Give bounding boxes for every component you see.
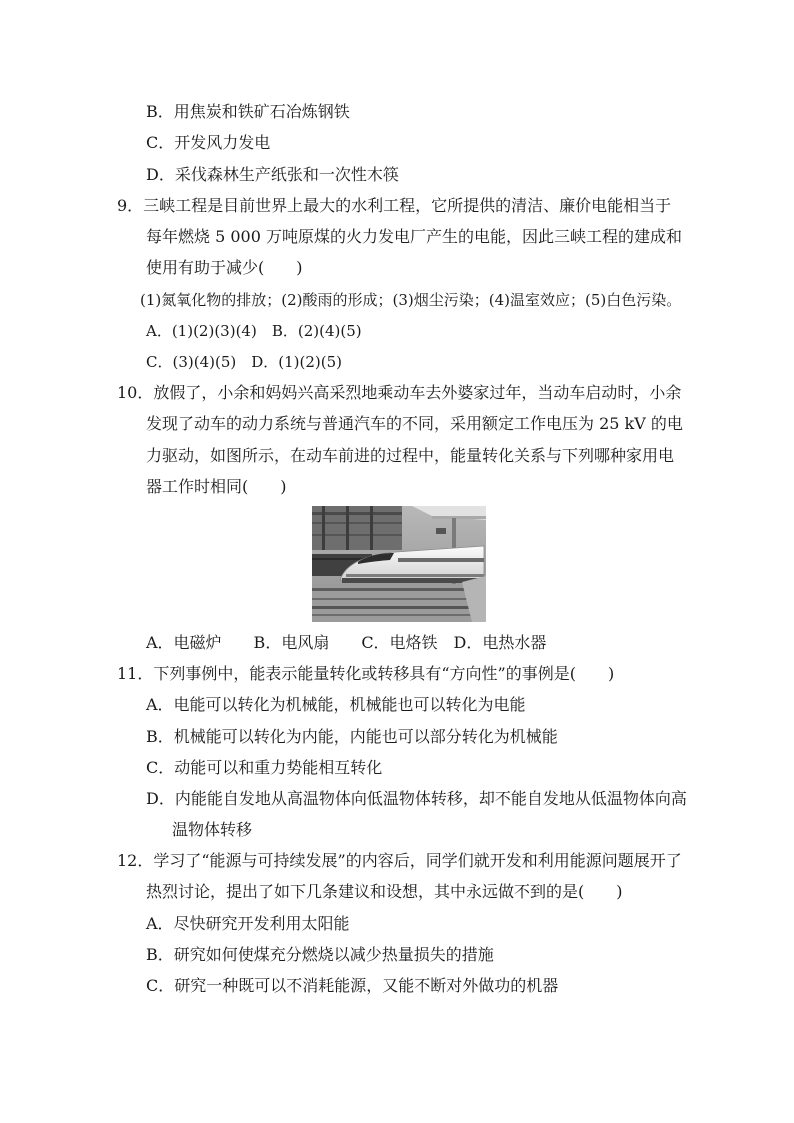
q11-option-d-line2: 温物体转移 xyxy=(172,820,253,839)
q11-option-c: C．动能可以和重力势能相互转化 xyxy=(146,758,383,777)
q11-stem: 11．下列事例中，能表示能量转化或转移具有“方向性”的事例是( ) xyxy=(117,664,615,683)
q12-stem-line2: 热烈讨论，提出了如下几条建议和设想，其中永远做不到的是( ) xyxy=(146,882,623,901)
q10-options: A．电磁炉 B．电风扇 C．电烙铁 D．电热水器 xyxy=(146,633,547,652)
q8-option-d: D．采伐森林生产纸张和一次性木筷 xyxy=(146,165,399,184)
q11-option-d-line1: D．内能能自发地从高温物体向低温物体转移，却不能自发地从低温物体向高 xyxy=(146,789,687,808)
high-speed-train-photo xyxy=(312,506,486,622)
train-illustration xyxy=(312,506,486,622)
q9-options-ab: A．(1)(2)(3)(4) B．(2)(4)(5) xyxy=(146,322,362,340)
q12-stem-line1: 12．学习了“能源与可持续发展”的内容后，同学们就开发和利用能源问题展开了 xyxy=(117,851,682,870)
q9-stem-line2: 每年燃烧 5 000 万吨原煤的火力发电厂产生的电能，因此三峡工程的建成和 xyxy=(146,227,682,246)
q8-option-c: C．开发风力发电 xyxy=(146,133,271,152)
q10-stem-line4: 器工作时相同( ) xyxy=(146,477,287,496)
q10-stem-line1: 10．放假了，小余和妈妈兴高采烈地乘动车去外婆家过年，当动车启动时，小余 xyxy=(117,383,682,402)
q12-option-c: C．研究一种既可以不消耗能源，又能不断对外做功的机器 xyxy=(146,976,559,995)
q8-option-b: B．用焦炭和铁矿石冶炼钢铁 xyxy=(146,102,350,121)
q10-stem-line2: 发现了动车的动力系统与普通汽车的不同，采用额定工作电压为 25 kV 的电 xyxy=(146,414,683,433)
q12-option-a: A．尽快研究开发利用太阳能 xyxy=(146,914,350,933)
q11-option-b: B．机械能可以转化为内能，内能也可以部分转化为机械能 xyxy=(146,727,558,746)
q9-stem-line1: 9．三峡工程是目前世界上最大的水利工程，它所提供的清洁、廉价电能相当于 xyxy=(117,196,672,215)
q10-stem-line3: 力驱动，如图所示，在动车前进的过程中，能量转化关系与下列哪种家用电 xyxy=(146,446,675,465)
q9-options-cd: C．(3)(4)(5) D．(1)(2)(5) xyxy=(146,353,342,371)
q9-items: (1)氮氧化物的排放；(2)酸雨的形成；(3)烟尘污染；(4)温室效应；(5)白色污染。 xyxy=(140,291,682,309)
q11-option-a: A．电能可以转化为机械能，机械能也可以转化为电能 xyxy=(146,695,526,714)
q12-option-b: B．研究如何使煤充分燃烧以减少热量损失的措施 xyxy=(146,945,494,964)
q9-stem-line3: 使用有助于减少( ) xyxy=(146,258,303,277)
